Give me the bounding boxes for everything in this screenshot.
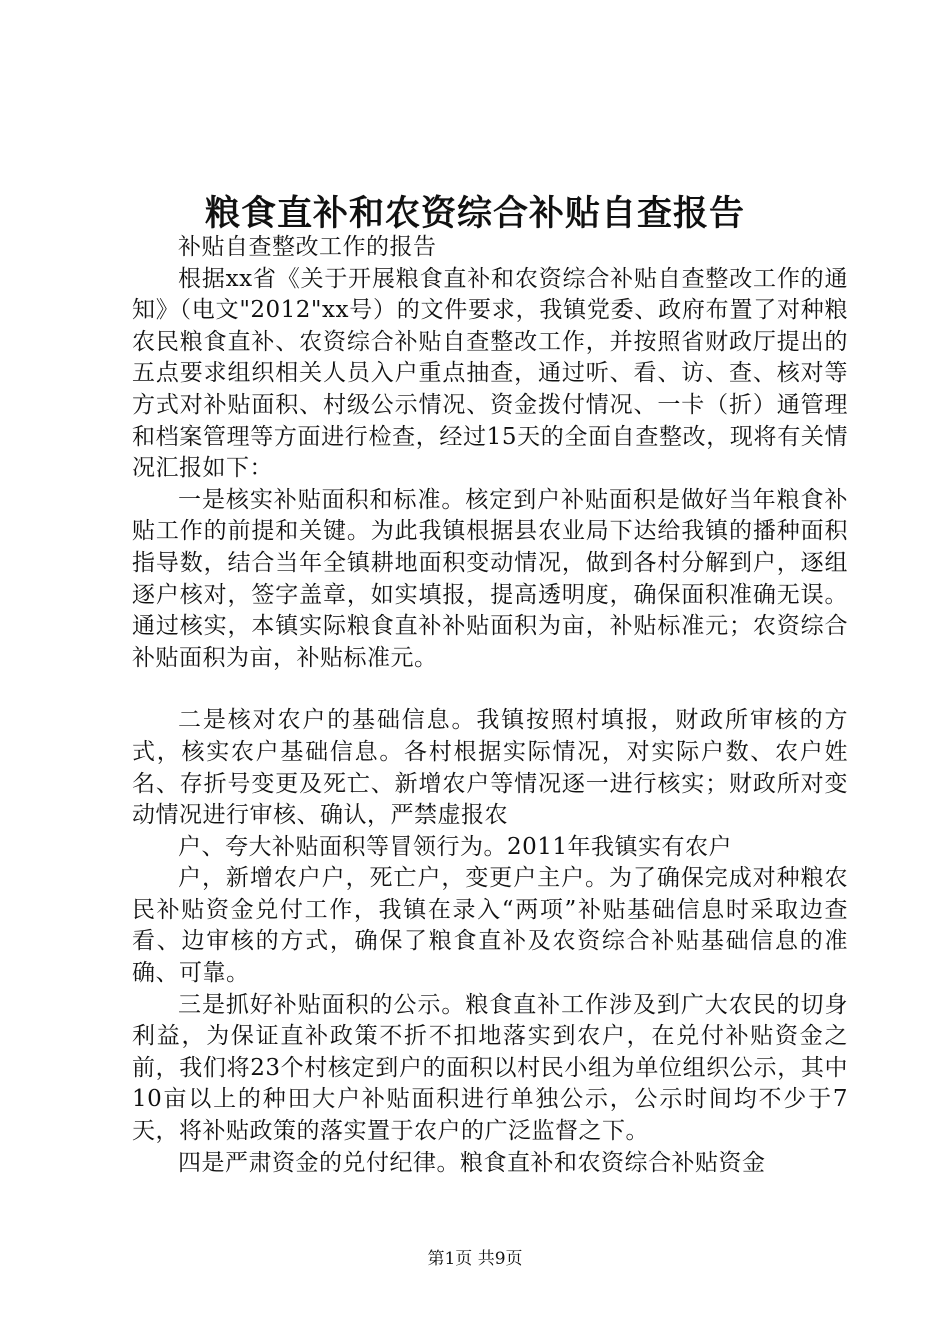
paragraph-point-four: 四是严肃资金的兑付纪律。粮食直补和农资综合补贴资金 bbox=[178, 1149, 766, 1176]
document-title: 粮食直补和农资综合补贴自查报告 bbox=[204, 194, 745, 234]
paragraph-gap bbox=[132, 674, 848, 705]
paragraph-subtitle: 补贴自查整改工作的报告 bbox=[178, 234, 437, 260]
paragraph-point-one: 一是核实补贴面积和标准。核定到户补贴面积是做好当年粮食补贴工作的前提和关键。为此我镇根据县农业局下达给我镇的播种面积指导数，结合当年全镇耕地面积变动情况，做到各村分解到户，逐组逐户核对，签字盖章，如实填报，提高透明度，确保面积准确无误。通过核实，本镇实际粮食直补补贴面积为亩，补贴标准元；农资综合补贴面积为亩，补贴标准元。 bbox=[132, 486, 848, 671]
paragraph-point-two-cont-b: 户，新增农户户，死亡户，变更户主户。为了确保完成对种粮农民补贴资金兑付工作，我镇在录入“两项”补贴基础信息时采取边查看、边审核的方式，确保了粮食直补及农资综合补贴基础信息的准确、可靠。 bbox=[132, 865, 848, 987]
paragraph-point-two-cont-a: 户、夸大补贴面积等冒领行为。2011年我镇实有农户 bbox=[178, 833, 733, 860]
paragraph-intro: 根据xx省《关于开展粮食直补和农资综合补贴自查整改工作的通知》（电文"2012"xx号）的文件要求，我镇党委、政府布置了对种粮农民粮食直补、农资综合补贴自查整改工作，并按照省财政厅提出的五点要求组织相关人员入户重点抽查，通过听、看、访、查、核对等方式对补贴面积、村级公示情况、资金拨付情况、一卡（折）通管理和档案管理等方面进行检查，经过15天的全面自查整改，现将有关情况汇报如下： bbox=[132, 265, 848, 482]
paragraph-point-three: 三是抓好补贴面积的公示。粮食直补工作涉及到广大农民的切身利益，为保证直补政策不折不扣地落实到农户，在兑付补贴资金之前，我们将23个村核定到户的面积以村民小组为单位组织公示，其中10亩以上的种田大户补贴面积进行单独公示，公示时间均不少于7天，将补贴政策的落实置于农户的广泛监督之下。 bbox=[132, 991, 848, 1145]
paragraph-point-two: 二是核对农户的基础信息。我镇按照村填报，财政所审核的方式，核实农户基础信息。各村根据实际情况，对实际户数、农户姓名、存折号变更及死亡、新增农户等情况逐一进行核实；财政所对变动情况进行审核、确认，严禁虚报农 bbox=[132, 707, 848, 829]
document-body bbox=[132, 232, 848, 1179]
page-indicator: 第1页 共9页 bbox=[427, 1249, 523, 1269]
